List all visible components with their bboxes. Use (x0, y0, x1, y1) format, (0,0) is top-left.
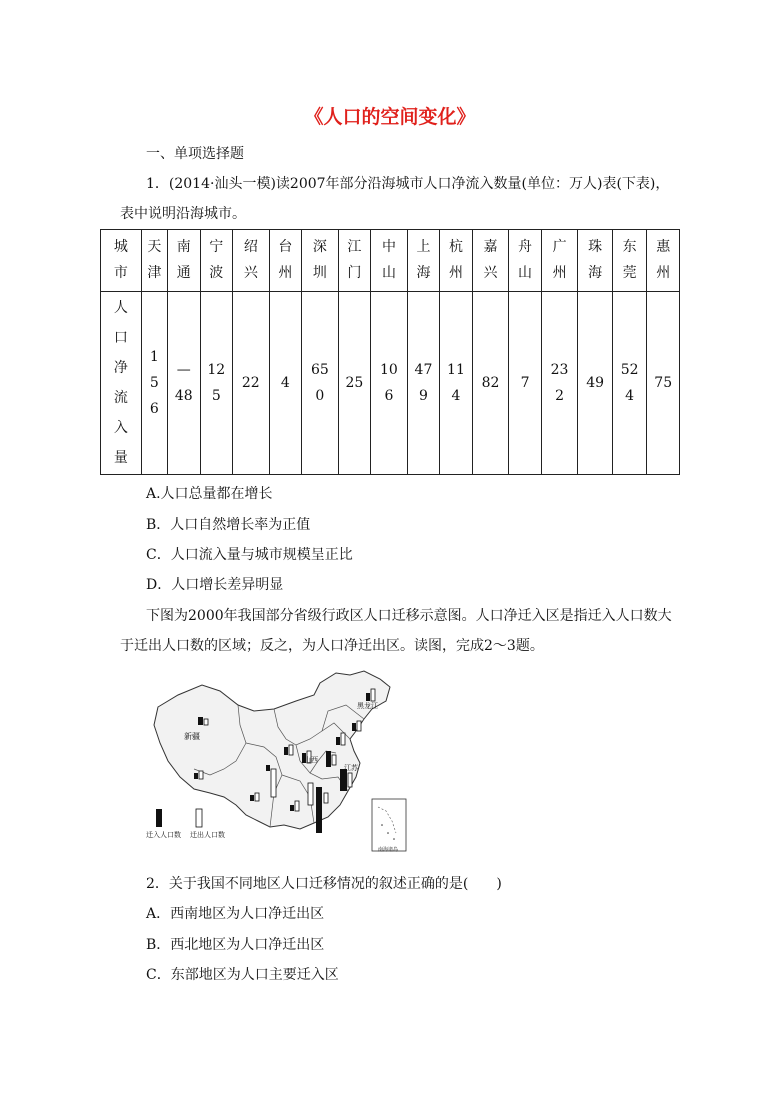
city-cell: 上海 (407, 230, 440, 292)
value-cell: 75 (647, 292, 680, 475)
value-cell: 106 (371, 292, 408, 475)
value-cell: 156 (141, 292, 167, 475)
row-label-inflow: 人口净流入量 (101, 292, 142, 475)
map-label-shanxi: 山西 (304, 756, 318, 764)
city-cell: 舟山 (509, 230, 542, 292)
map-graphic (150, 665, 410, 857)
city-cell: 天津 (141, 230, 167, 292)
intro-line2: 于迁出人口数的区域；反之，为人口净迁出区。读图，完成2～3题。 (120, 638, 544, 654)
legend-out-label: 迁出人口数 (190, 831, 225, 839)
city-cell: 深圳 (302, 230, 339, 292)
map-label-jiangsu: 江苏 (344, 764, 358, 772)
legend-out-swatch (196, 809, 202, 827)
value-cell: 524 (612, 292, 647, 475)
value-cell: 49 (578, 292, 613, 475)
china-migration-map (146, 665, 410, 857)
value-cell: 7 (509, 292, 542, 475)
city-cell: 惠州 (647, 230, 680, 292)
value-cell: 114 (440, 292, 473, 475)
section-heading: 一、单项选择题 (146, 146, 244, 162)
map-label-xinjiang: 新疆 (184, 732, 200, 741)
q1-stem-line2: 表中说明沿海城市。 (120, 206, 246, 222)
legend-in-label: 迁入人口数 (146, 831, 181, 839)
value-cell: 479 (407, 292, 440, 475)
q1-option-d: D．人口增长差异明显 (146, 577, 284, 593)
q2-option-c: C．东部地区为人口主要迁入区 (146, 967, 339, 983)
q2-stem: 2．关于我国不同地区人口迁移情况的叙述正确的是( ) (146, 876, 502, 892)
city-cell: 嘉兴 (472, 230, 509, 292)
city-cell: 珠海 (578, 230, 613, 292)
q1-option-b: B．人口自然增长率为正值 (146, 517, 311, 533)
city-cell: 宁波 (200, 230, 233, 292)
q2-option-b: B．西北地区为人口净迁出区 (146, 937, 325, 953)
table-header-row (101, 230, 680, 292)
row-label-city: 城市 (101, 230, 142, 292)
city-cell: 台州 (269, 230, 302, 292)
city-cell: 杭州 (440, 230, 473, 292)
page-title: 《人口的空间变化》 (304, 106, 476, 128)
value-cell: 232 (541, 292, 578, 475)
table-value-row (101, 292, 680, 475)
city-cell: 东莞 (612, 230, 647, 292)
city-cell: 绍兴 (233, 230, 270, 292)
q1-option-c: C．人口流入量与城市规模呈正比 (146, 547, 353, 563)
value-cell: 82 (472, 292, 509, 475)
legend-in-swatch (156, 809, 162, 827)
value-cell: —48 (168, 292, 201, 475)
map-label-heilongjiang: 黑龙江 (357, 702, 378, 710)
city-cell: 广州 (541, 230, 578, 292)
intro-line1: 下图为2000年我国部分省级行政区人口迁移示意图。人口净迁入区是指迁入人口数大 (146, 608, 672, 624)
q1-option-a: A.人口总量都在增长 (146, 486, 273, 502)
city-cell: 南通 (168, 230, 201, 292)
value-cell: 650 (302, 292, 339, 475)
q2-option-a: A．西南地区为人口净迁出区 (146, 906, 325, 922)
map-label-nanhai: 南海诸岛 (378, 847, 399, 853)
value-cell: 4 (269, 292, 302, 475)
nanhai-inset (372, 799, 406, 851)
city-cell: 中山 (371, 230, 408, 292)
migration-table (100, 229, 680, 475)
city-cell: 江门 (338, 230, 371, 292)
value-cell: 22 (233, 292, 270, 475)
q1-stem-line1: 1．(2014·汕头一模)读2007年部分沿海城市人口净流入数量(单位：万人)表(下表)， (146, 176, 670, 192)
value-cell: 125 (200, 292, 233, 475)
value-cell: 25 (338, 292, 371, 475)
